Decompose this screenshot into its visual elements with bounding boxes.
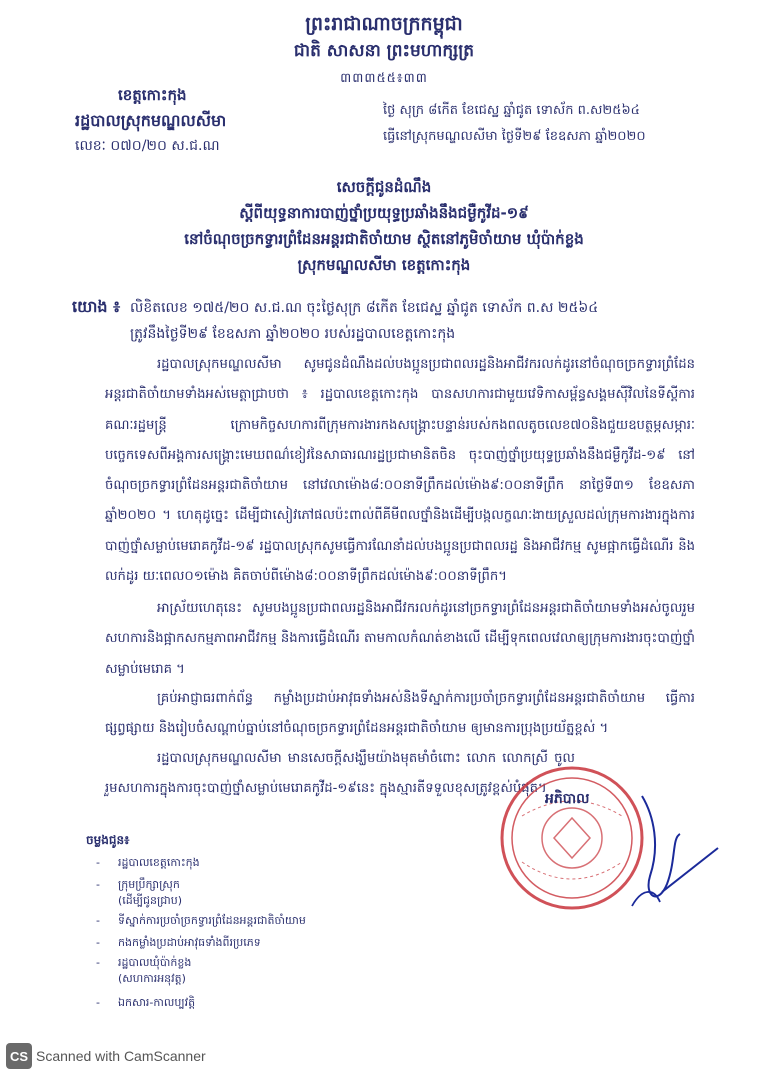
sender-province: ខេត្តកោះកុង (118, 86, 187, 104)
national-motto: ជាតិ សាសនា ព្រះមហាក្សត្រ (293, 41, 475, 61)
cc-item-note: (ដើម្បីជូនជ្រាប) (118, 894, 183, 907)
notice-subject: ស្ដីពីយុទ្ធនាការបាញ់ថ្នាំប្រយុទ្ធប្រឆាំងនឹងជម្ងឺកូវីដ-១៩ (239, 204, 529, 222)
reference-label: យោង ៖ (72, 297, 121, 316)
cc-item-note: (សហការអនុវត្ត) (118, 972, 186, 985)
cc-item: - ក្រុមប្រឹក្សាស្រុក (96, 878, 180, 891)
scanner-text: Scanned with CamScanner (36, 1048, 206, 1064)
body-paragraph-3: គ្រប់អាជ្ញាធរពាក់ព័ន្ធ កម្លាំងប្រដាប់អាវុធទាំងអស់និងទីស្នាក់ការប្រចាំច្រកទ្វារព្រំដែនអន្តរជាតិចាំយាម ធ្វើការផ្សព្វផ្សាយ និងរៀបចំសណ្ដាប់ធ្នាប់នៅចំណុចច្រកទ្វារព្រំដែនអន្តរជាតិចាំយាម ឲ្យមានការប្រុងប្រយ័ត្នខ្ពស់ ។ (105, 691, 695, 737)
body-paragraph-4: រដ្ឋបាលស្រុកមណ្ឌលសីមា មានសេចក្ដីសង្ឃឹមយ៉ាងមុតមាំចំពោះ លោក លោកស្រី ចូលរួមសហការក្នុងការចុះបាញ់ថ្នាំសម្លាប់មេរោគកូវីដ-១៩នេះ ក្នុងស្មារតីទទួលខុសត្រូវខ្ពស់បំផុត។ (105, 751, 575, 797)
cc-item: - កងកម្លាំងប្រដាប់អាវុធទាំងពីរប្រភេទ (96, 936, 261, 949)
lunar-date: ថ្ងៃ សុក្រ ៨កើត ខែជេស្ឋ ឆ្នាំជូត ទោស័ក ព.ស២៥៦៤ (383, 103, 640, 118)
kingdom-heading: ព្រះរាជាណាចក្រកម្ពុជា (305, 13, 463, 35)
body-paragraph-2: អាស្រ័យហេតុនេះ សូមបងប្អូនប្រជាពលរដ្ឋនិងអាជីវករលក់ដូរនៅច្រកទ្វារព្រំដែនអន្តរជាតិចាំយាមទាំងអស់ចូលរួមសហការនិងផ្អាកសកម្មភាពអាជីវកម្ម និងការធ្វើដំណើរ តាមកាលកំណត់ខាងលើ ដើម្បីទុកពេលវេលាឲ្យក្រុមការងារចុះបាញ់ថ្នាំសម្លាប់មេរោគ ។ (105, 601, 695, 677)
official-stamp (492, 756, 720, 932)
reference-line-2: ត្រូវនឹងថ្ងៃទី២៩ ខែឧសភា ឆ្នាំ២០២០ របស់រដ្ឋបាលខេត្តកោះកុង (130, 326, 456, 342)
notice-location: នៅចំណុចច្រកទ្វារព្រំដែនអន្តរជាតិចាំយាម ស្ថិតនៅភូមិចាំយាម ឃុំប៉ាក់ខ្លង (184, 230, 584, 248)
cc-title: ចម្លងជូន៖ (86, 833, 130, 847)
cc-item: - រដ្ឋបាលឃុំប៉ាក់ខ្លង (96, 956, 192, 969)
cc-item: - រដ្ឋបាលខេត្តកោះកុង (96, 856, 200, 869)
scanner-watermark (6, 1040, 206, 1072)
cc-item: - ទីស្នាក់ការប្រចាំច្រកទ្វារព្រំដែនអន្តរជាតិចាំយាម (96, 914, 306, 927)
sender-district: រដ្ឋបាលស្រុកមណ្ឌលសីមា (75, 111, 227, 130)
solar-date: ធ្វើនៅស្រុកមណ្ឌលសីមា ថ្ងៃទី២៩ ខែឧសភា ឆ្នាំ២០២០ (383, 129, 646, 144)
header-ornament: ៣៣៣៥៥៖៣៣ (340, 71, 428, 86)
camscanner-logo-icon: CS (6, 1043, 32, 1069)
body-paragraph-1: រដ្ឋបាលស្រុកមណ្ឌលសីមា សូមជូនដំណឹងដល់បងប្អូនប្រជាពលរដ្ឋនិងអាជីវករលក់ដូរនៅចំណុចច្រកទ្វារព្រំដែនអន្តរជាតិចាំយាមទាំងអស់មេត្តាជ្រាបថា ៖ រដ្ឋបាលខេត្តកោះកុង បានសហការជាមួយវេទិកាសម្ព័ន្ធសង្គមស៊ីវិលនៃទីស្ដីការគណៈរដ្ឋមន្ត្រី ក្រោមកិច្ចសហការពីក្រុមការងារកងសង្គ្រោះបន្ទាន់របស់កងពលតូចលេខ៧០និងជួយឧបត្ថម្ភសម្ភារៈបច្ចេកទេសពីអង្គការសង្គ្រោះមេឃពណ៌ខៀវនៃសាធារណរដ្ឋប្រជាមានិតចិន ចុះបាញ់ថ្នាំប្រយុទ្ធប្រឆាំងនឹងជម្ងឺកូវីដ-១៩ នៅចំណុចច្រកទ្វារព្រំដែនអន្តរជាតិចាំយាម នៅវេលាម៉ោង៨:០០នាទីព្រឹកដល់ម៉ោង៩:០០នាទីព្រឹក នាថ្ងៃទី៣១ ខែឧសភា ឆ្នាំ២០២០ ។ ហេតុដូច្នេះ ដើម្បីជាសៀវភៅផលប៉ះពាល់ពីគីមីពលថ្នាំនិងដើម្បីបង្កលក្ខណៈងាយស្រួលដល់ក្រុមការងារក្នុងការបាញ់ថ្នាំសម្លាប់មេរោគកូវីដ-១៩ រដ្ឋបាលស្រុកសូមធ្វើការណែនាំដល់បងប្អូនប្រជាពលរដ្ឋ និងអាជីវកម្ម សូមផ្អាកធ្វើដំណើរ និងលក់ដូរ យៈពេល០១ម៉ោង គិតចាប់ពីម៉ោង៨:០០នាទីព្រឹកដល់ម៉ោង៩:០០នាទីព្រឹក។ (105, 357, 695, 585)
notice-district: ស្រុកមណ្ឌលសីមា ខេត្តកោះកុង (297, 256, 471, 274)
document-number: លេខៈ ០៧០/២០ ស.ជ.ណ (75, 138, 220, 154)
signatory-title: អភិបាល (545, 791, 590, 807)
notice-title: សេចក្ដីជូនដំណឹង (336, 178, 432, 196)
cc-item: - ឯកសារ-កាលប្បវត្តិ (96, 996, 196, 1009)
reference-line-1: លិខិតលេខ ១៧៥/២០ ស.ជ.ណ ចុះថ្ងៃសុក្រ ៨កើត ខែជេស្ឋ ឆ្នាំជូត ទោស័ក ព.ស ២៥៦៤ (130, 300, 599, 316)
